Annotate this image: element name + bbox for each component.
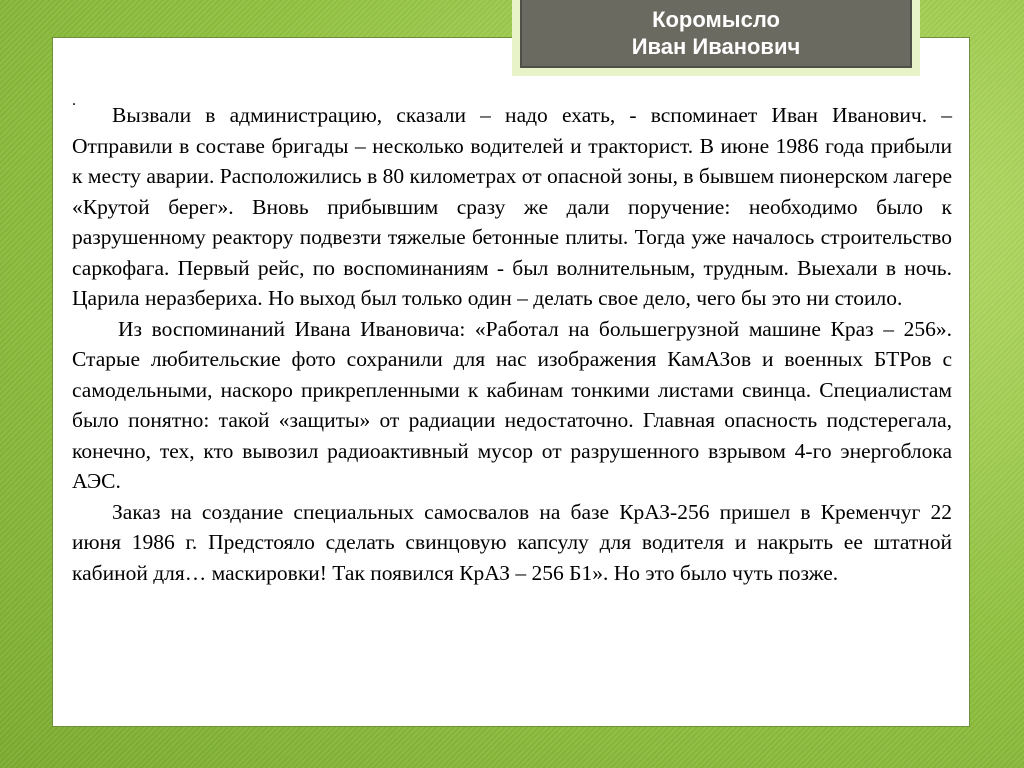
title-box bbox=[512, 0, 920, 76]
title-line-1: Коромысло bbox=[652, 7, 780, 32]
paragraph-3: Заказ на создание специальных самосвалов на базе КрАЗ-256 пришел в Кременчуг 22 июня 1986 г. Предстояло сделать свинцовую капсулу для водителя и накрыть ее штатной кабиной для… маскировки! Так появился КрАЗ – 256 Б1». Но это было чуть позже. bbox=[72, 499, 952, 585]
paragraph-1: Вызвали в администрацию, сказали – надо ехать, - вспоминает Иван Иванович. – Отправили в составе бригады – несколько водителей и тракторист. В июне 1986 года прибыли к месту аварии. Расположились в 80 километрах от опасной зоны, в бывшем пионерском лагере «Крутой берег». Вновь прибывшим сразу же дали поручение: необходимо было к разрушенному реактору подвезти тяжелые бетонные плиты. Тогда уже началось строительство саркофага. Первый рейс, по воспоминаниям - был волнительным, трудным. Выехали в ночь. Царила неразбериха. Но выход был только один – делать свое дело, чего бы это ни стоило. bbox=[72, 103, 952, 310]
paragraph-2: Из воспоминаний Ивана Ивановича: «Работал на большегрузной машине Краз – 256». Старые любительские фото сохранили для нас изображения КамАЗов и военных БТРов с самодельными, наскоро прикрепленными к кабинам тонкими листами свинца. Специалистам было понятно: такой «защиты» от радиации недостаточно. Главная опасность подстерегала, конечно, тех, кто вывозил радиоактивный мусор от разрушенного взрывом 4-го энергоблока АЭС. bbox=[72, 316, 952, 493]
title-banner bbox=[520, 0, 912, 68]
body-text bbox=[72, 100, 952, 588]
title-line-2: Иван Иванович bbox=[631, 34, 801, 59]
bullet-marker: . bbox=[72, 92, 76, 109]
